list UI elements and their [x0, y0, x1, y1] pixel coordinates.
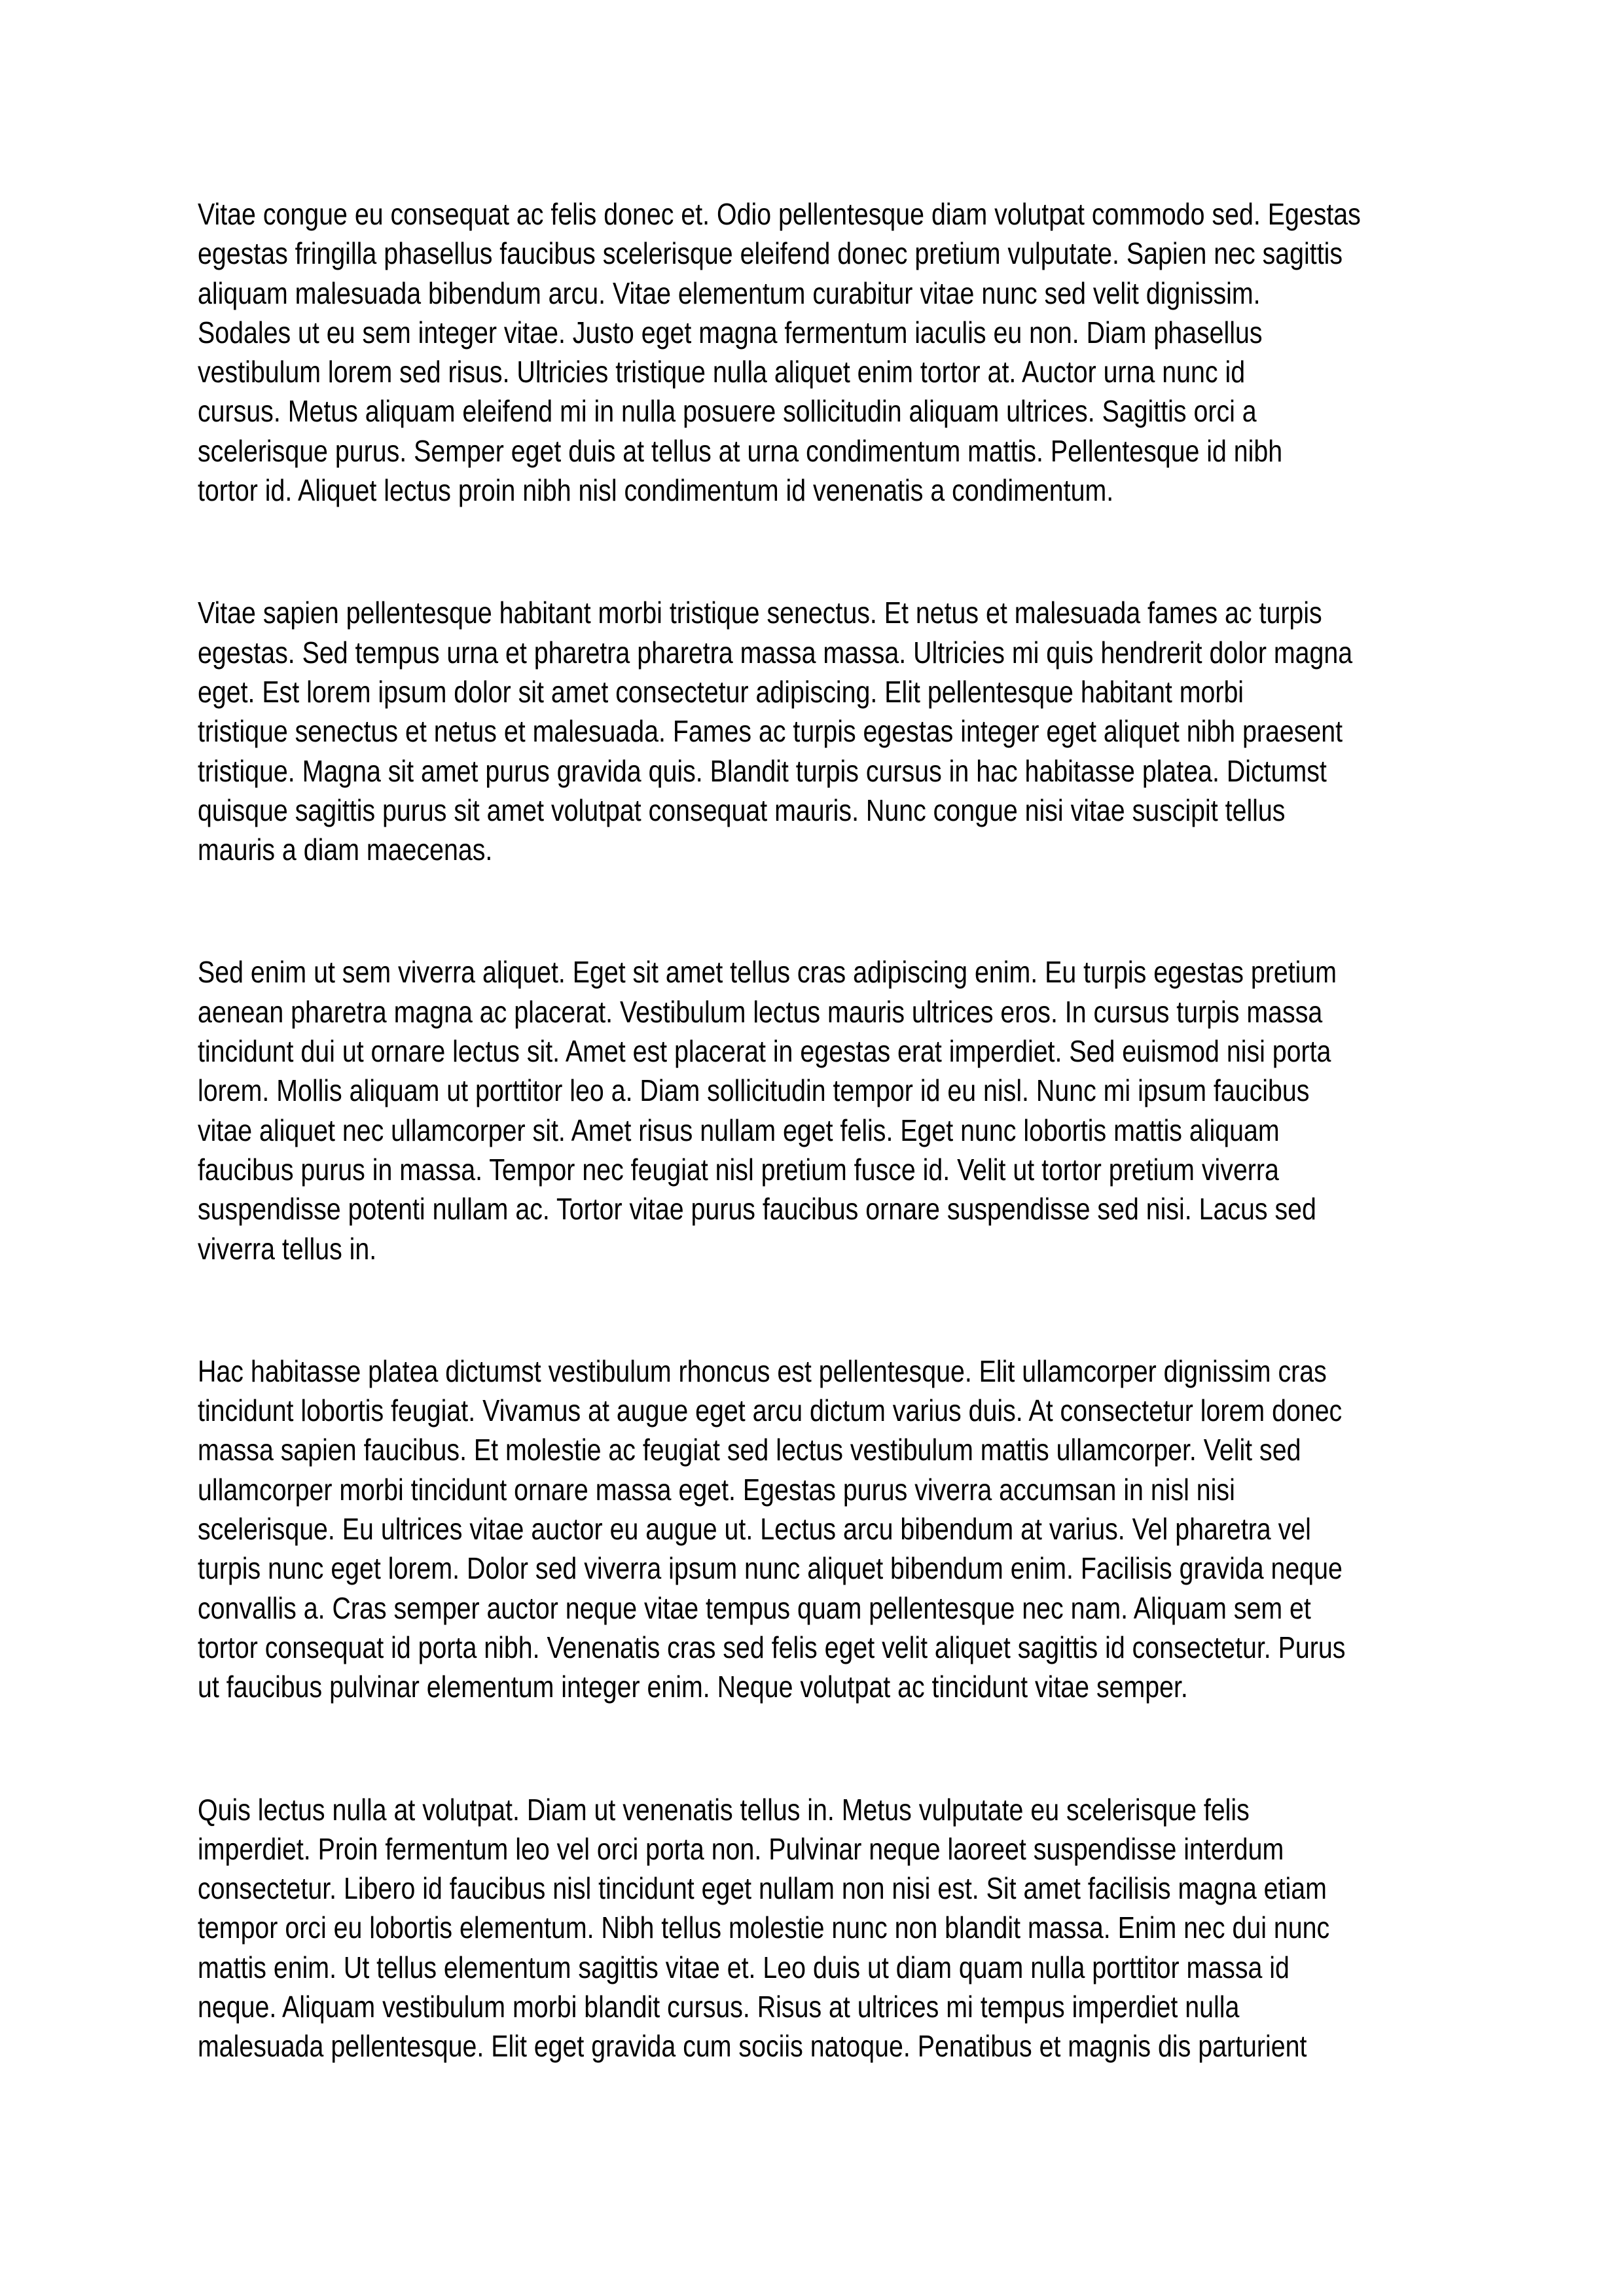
paragraph-4 [198, 1352, 1441, 1707]
paragraph-5 [198, 1790, 1441, 2066]
document-body [198, 194, 1441, 2149]
text-line: malesuada pellentesque. Elit eget gravida cum sociis natoque. Penatibus et magnis dis parturient [198, 2029, 1307, 2064]
text-line: turpis nunc eget lorem. Dolor sed viverra ipsum nunc aliquet bibendum enim. Facilisis gravida neque [198, 1551, 1343, 1586]
text-line: tincidunt dui ut ornare lectus sit. Amet est placerat in egestas erat imperdiet. Sed euismod nisi porta [198, 1034, 1331, 1069]
text-line: tortor id. Aliquet lectus proin nibh nisl condimentum id venenatis a condimentum. [198, 473, 1114, 508]
text-line: egestas fringilla phasellus faucibus scelerisque eleifend donec pretium vulputate. Sapien nec sagittis [198, 236, 1343, 271]
text-line: eget. Est lorem ipsum dolor sit amet consectetur adipiscing. Elit pellentesque habitant morbi [198, 674, 1244, 709]
text-line: tempor orci eu lobortis elementum. Nibh tellus molestie nunc non blandit massa. Enim nec dui nunc [198, 1910, 1330, 1945]
text-line: consectetur. Libero id faucibus nisl tincidunt eget nullam non nisi est. Sit amet facilisis magna etiam [198, 1871, 1327, 1906]
text-line: mauris a diam maecenas. [198, 833, 493, 867]
paragraph-2 [198, 593, 1441, 869]
text-line: suspendisse potenti nullam ac. Tortor vitae purus faucibus ornare suspendisse sed nisi. Lacus sed [198, 1192, 1316, 1227]
text-line: mattis enim. Ut tellus elementum sagittis vitae et. Leo duis ut diam quam nulla porttitor massa id [198, 1950, 1290, 1984]
text-line: lorem. Mollis aliquam ut porttitor leo a. Diam sollicitudin tempor id eu nisl. Nunc mi ipsum faucibus [198, 1073, 1310, 1108]
text-line: Sodales ut eu sem integer vitae. Justo eget magna fermentum iaculis eu non. Diam phasellus [198, 315, 1263, 350]
text-line: Vitae congue eu consequat ac felis donec et. Odio pellentesque diam volutpat commodo sed. Egestas [198, 197, 1361, 231]
text-line: tortor consequat id porta nibh. Venenatis cras sed felis eget velit aliquet sagittis id consectetur. Purus [198, 1630, 1346, 1664]
text-line: scelerisque purus. Semper eget duis at tellus at urna condimentum mattis. Pellentesque id nibh [198, 433, 1283, 468]
text-line: convallis a. Cras semper auctor neque vitae tempus quam pellentesque nec nam. Aliquam sem et [198, 1590, 1311, 1625]
text-line: neque. Aliquam vestibulum morbi blandit cursus. Risus at ultrices mi tempus imperdiet nulla [198, 1989, 1240, 2024]
text-line: vitae aliquet nec ullamcorper sit. Amet risus nullam eget felis. Eget nunc lobortis mattis aliquam [198, 1113, 1280, 1147]
paragraph-3 [198, 952, 1441, 1268]
text-line: Quis lectus nulla at volutpat. Diam ut venenatis tellus in. Metus vulputate eu scelerisque felis [198, 1792, 1250, 1827]
text-line: Vitae sapien pellentesque habitant morbi tristique senectus. Et netus et malesuada fames ac turpis [198, 596, 1322, 630]
text-line: aenean pharetra magna ac placerat. Vestibulum lectus mauris ultrices eros. In cursus turpis massa [198, 994, 1323, 1029]
text-line: Sed enim ut sem viverra aliquet. Eget sit amet tellus cras adipiscing enim. Eu turpis egestas pretium [198, 955, 1337, 990]
text-line: massa sapien faucibus. Et molestie ac feugiat sed lectus vestibulum mattis ullamcorper. Velit sed [198, 1433, 1301, 1467]
text-line: ut faucibus pulvinar elementum integer enim. Neque volutpat ac tincidunt vitae semper. [198, 1670, 1188, 1704]
text-line: aliquam malesuada bibendum arcu. Vitae elementum curabitur vitae nunc sed velit dignissim. [198, 276, 1261, 310]
text-line: imperdiet. Proin fermentum leo vel orci porta non. Pulvinar neque laoreet suspendisse interdum [198, 1831, 1284, 1866]
text-line: tincidunt lobortis feugiat. Vivamus at augue eget arcu dictum varius duis. At consectetur lorem donec [198, 1393, 1343, 1428]
text-line: viverra tellus in. [198, 1231, 377, 1266]
text-line: scelerisque. Eu ultrices vitae auctor eu augue ut. Lectus arcu bibendum at varius. Vel pharetra vel [198, 1512, 1311, 1547]
paragraph-1 [198, 194, 1441, 510]
text-line: egestas. Sed tempus urna et pharetra pharetra massa massa. Ultricies mi quis hendrerit dolor magna [198, 635, 1353, 670]
text-line: cursus. Metus aliquam eleifend mi in nulla posuere sollicitudin aliquam ultrices. Sagittis orci a [198, 394, 1257, 429]
text-line: Hac habitasse platea dictumst vestibulum rhoncus est pellentesque. Elit ullamcorper dignissim cras [198, 1354, 1327, 1388]
text-line: quisque sagittis purus sit amet volutpat consequat mauris. Nunc congue nisi vitae suscipit tellus [198, 793, 1286, 827]
text-line: faucibus purus in massa. Tempor nec feugiat nisl pretium fusce id. Velit ut tortor pretium viverra [198, 1152, 1279, 1187]
text-line: tristique. Magna sit amet purus gravida quis. Blandit turpis cursus in hac habitasse platea. Dictumst [198, 753, 1327, 788]
text-line: ullamcorper morbi tincidunt ornare massa eget. Egestas purus viverra accumsan in nisl nisi [198, 1472, 1235, 1507]
text-line: vestibulum lorem sed risus. Ultricies tristique nulla aliquet enim tortor at. Auctor urna nunc id [198, 355, 1246, 389]
text-line: tristique senectus et netus et malesuada. Fames ac turpis egestas integer eget aliquet nibh praesent [198, 714, 1343, 749]
